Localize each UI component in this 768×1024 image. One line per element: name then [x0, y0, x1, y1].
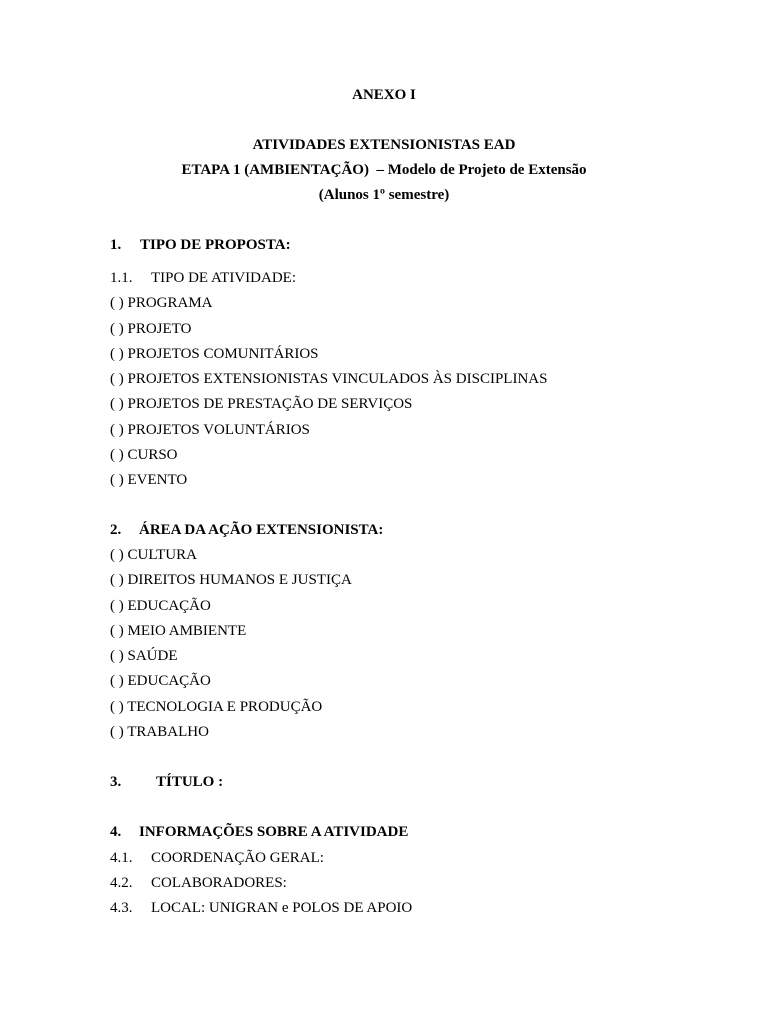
info-item — [110, 849, 324, 867]
activity-option[interactable] — [110, 370, 547, 388]
area-option[interactable] — [110, 571, 352, 589]
section2-number: 2. — [110, 522, 122, 538]
checkbox[interactable]: ( ) — [110, 295, 124, 311]
section2-title: ÁREA DA AÇÃO EXTENSIONISTA: — [139, 522, 384, 538]
option-label: SAÚDE — [127, 648, 178, 664]
section3-title: TÍTULO : — [156, 774, 224, 790]
section2-heading — [110, 521, 383, 539]
area-option[interactable] — [110, 597, 211, 615]
option-label: PROJETOS VOLUNTÁRIOS — [127, 422, 310, 438]
area-option[interactable] — [110, 723, 209, 741]
checkbox[interactable]: ( ) — [110, 321, 124, 337]
checkbox[interactable]: ( ) — [110, 346, 124, 362]
activity-option[interactable] — [110, 471, 187, 489]
option-label: PROGRAMA — [127, 295, 213, 311]
document-title: ATIVIDADES EXTENSIONISTAS EAD — [252, 137, 516, 153]
area-option[interactable] — [110, 546, 197, 564]
activity-option[interactable] — [110, 446, 178, 464]
activity-option[interactable] — [110, 320, 191, 338]
option-label: EVENTO — [127, 472, 188, 488]
area-option[interactable] — [110, 647, 178, 665]
annex-heading: ANEXO I — [352, 87, 416, 103]
checkbox[interactable]: ( ) — [110, 447, 124, 463]
checkbox[interactable]: ( ) — [110, 547, 124, 563]
stage-description: – Modelo de Projeto de Extensão — [376, 162, 587, 178]
section1-title: TIPO DE PROPOSTA: — [140, 237, 291, 253]
audience-line: (Alunos 1º semestre) — [318, 187, 450, 203]
option-label: PROJETOS COMUNITÁRIOS — [127, 346, 319, 362]
checkbox[interactable]: ( ) — [110, 572, 124, 588]
section1-sub-number: 1.1. — [110, 270, 133, 286]
option-label: EDUCAÇÃO — [127, 673, 211, 689]
activity-option[interactable] — [110, 345, 319, 363]
section4-number: 4. — [110, 824, 122, 840]
option-label: MEIO AMBIENTE — [127, 623, 247, 639]
info-item-label: COLABORADORES: — [151, 875, 287, 891]
option-label: PROJETO — [127, 321, 192, 337]
option-label: PROJETOS DE PRESTAÇÃO DE SERVIÇOS — [127, 396, 413, 412]
section1-subheading — [110, 269, 296, 287]
checkbox[interactable]: ( ) — [110, 648, 124, 664]
checkbox[interactable]: ( ) — [110, 472, 124, 488]
info-item-number: 4.1. — [110, 850, 133, 866]
info-item — [110, 899, 412, 917]
section3-heading — [110, 773, 223, 791]
info-item-number: 4.3. — [110, 900, 133, 916]
info-item-number: 4.2. — [110, 875, 133, 891]
checkbox[interactable]: ( ) — [110, 724, 124, 740]
option-label: EDUCAÇÃO — [127, 598, 211, 614]
activity-option[interactable] — [110, 294, 213, 312]
checkbox[interactable]: ( ) — [110, 371, 124, 387]
section1-number: 1. — [110, 237, 122, 253]
checkbox[interactable]: ( ) — [110, 623, 124, 639]
activity-option[interactable] — [110, 421, 310, 439]
option-label: CULTURA — [127, 547, 197, 563]
option-label: CURSO — [127, 447, 178, 463]
checkbox[interactable]: ( ) — [110, 396, 124, 412]
activity-option[interactable] — [110, 395, 412, 413]
stage-line — [0, 161, 768, 179]
section3-number: 3. — [110, 774, 122, 790]
area-option[interactable] — [110, 622, 246, 640]
option-label: PROJETOS EXTENSIONISTAS VINCULADOS ÀS DISCIPLINAS — [127, 371, 548, 387]
info-item — [110, 874, 287, 892]
section1-sub-title: TIPO DE ATIVIDADE: — [151, 270, 296, 286]
option-label: TRABALHO — [127, 724, 209, 740]
checkbox[interactable]: ( ) — [110, 673, 124, 689]
checkbox[interactable]: ( ) — [110, 699, 124, 715]
area-option[interactable] — [110, 698, 322, 716]
option-label: DIREITOS HUMANOS E JUSTIÇA — [127, 572, 352, 588]
section1-heading — [110, 236, 291, 254]
checkbox[interactable]: ( ) — [110, 422, 124, 438]
checkbox[interactable]: ( ) — [110, 598, 124, 614]
info-item-label: LOCAL: UNIGRAN e POLOS DE APOIO — [151, 900, 413, 916]
section4-heading — [110, 823, 408, 841]
stage-name: ETAPA 1 (AMBIENTAÇÃO) — [181, 162, 369, 178]
option-label: TECNOLOGIA E PRODUÇÃO — [127, 699, 323, 715]
section4-title: INFORMAÇÕES SOBRE A ATIVIDADE — [139, 824, 409, 840]
info-item-label: COORDENAÇÃO GERAL: — [151, 850, 324, 866]
area-option[interactable] — [110, 672, 211, 690]
